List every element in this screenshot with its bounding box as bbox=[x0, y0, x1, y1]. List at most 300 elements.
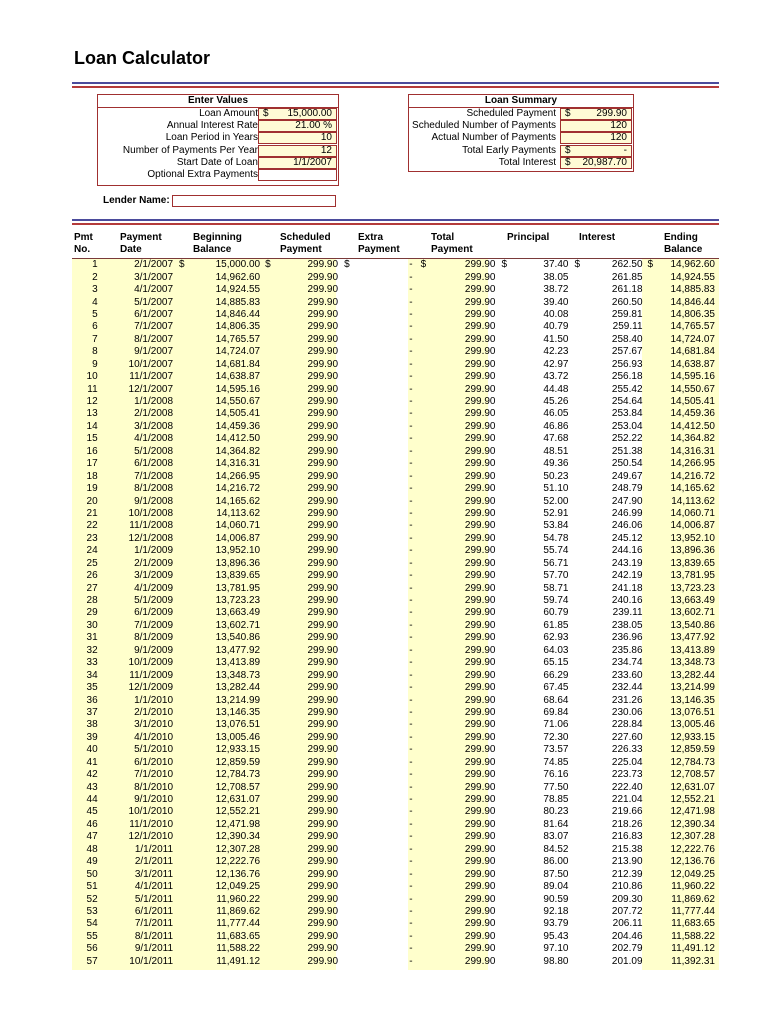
cell-value: 299.90 bbox=[307, 856, 339, 868]
cell-value: 243.19 bbox=[611, 557, 643, 569]
cell-value: 1/1/2008 bbox=[134, 396, 174, 408]
cell-value: 89.04 bbox=[543, 881, 569, 893]
table-cell bbox=[419, 906, 500, 918]
table-cell bbox=[72, 421, 102, 433]
table-row bbox=[72, 446, 719, 458]
cell-value: - bbox=[409, 259, 413, 271]
cell-value: 252.22 bbox=[611, 433, 643, 445]
table-cell bbox=[177, 682, 263, 694]
table-cell bbox=[72, 570, 102, 582]
cell-value: 299.90 bbox=[307, 831, 339, 843]
table-cell bbox=[263, 757, 342, 769]
cell-value: 212.39 bbox=[611, 868, 643, 880]
cell-value: 51 bbox=[86, 881, 98, 893]
cell-value: 13,952.10 bbox=[215, 545, 261, 557]
cell-value: 2/1/2007 bbox=[134, 259, 174, 271]
cell-value: 299.90 bbox=[464, 420, 496, 432]
table-cell bbox=[263, 334, 342, 346]
table-cell bbox=[499, 757, 572, 769]
cell-value: 13,781.95 bbox=[215, 582, 261, 594]
table-cell bbox=[499, 346, 572, 358]
cell-value: 299.90 bbox=[307, 296, 339, 308]
cell-value: 38 bbox=[86, 719, 98, 731]
table-cell bbox=[572, 421, 645, 433]
table-cell bbox=[177, 296, 263, 308]
column-header-line: Scheduled bbox=[280, 232, 331, 243]
table-cell bbox=[72, 508, 102, 520]
cell-value: 12,049.25 bbox=[215, 881, 261, 893]
enter-values-input[interactable] bbox=[258, 145, 337, 157]
column-header bbox=[664, 232, 702, 256]
table-cell bbox=[419, 893, 500, 905]
table-cell bbox=[572, 309, 645, 321]
table-cell bbox=[263, 259, 342, 271]
table-cell bbox=[646, 856, 719, 868]
table-cell bbox=[263, 781, 342, 793]
cell-value: 299.90 bbox=[464, 781, 496, 793]
table-row bbox=[72, 334, 719, 346]
table-cell bbox=[102, 309, 177, 321]
table-cell bbox=[342, 408, 419, 420]
cell-value: 299.90 bbox=[307, 396, 339, 408]
cell-value: 209.30 bbox=[611, 893, 643, 905]
cell-value: 11,777.44 bbox=[671, 905, 715, 917]
cell-value: 11,869.62 bbox=[216, 905, 261, 917]
cell-value: - bbox=[409, 868, 413, 880]
cell-value: 207.72 bbox=[611, 905, 643, 917]
cell-value: 12,784.73 bbox=[215, 769, 261, 781]
cell-value: 299.90 bbox=[464, 943, 496, 955]
table-cell bbox=[572, 371, 645, 383]
table-cell bbox=[102, 682, 177, 694]
cell-value: 299.90 bbox=[464, 346, 496, 358]
cell-value: 41.50 bbox=[543, 333, 569, 345]
cell-value: 76.16 bbox=[543, 769, 569, 781]
enter-values-row bbox=[98, 157, 338, 169]
table-cell bbox=[342, 819, 419, 831]
column-header bbox=[579, 232, 615, 244]
divider bbox=[72, 82, 719, 84]
table-cell bbox=[419, 433, 500, 445]
cell-value: 3/1/2011 bbox=[134, 868, 174, 880]
table-cell bbox=[572, 495, 645, 507]
table-cell bbox=[499, 744, 572, 756]
table-cell bbox=[102, 421, 177, 433]
cell-value: - bbox=[409, 458, 413, 470]
enter-values-input[interactable] bbox=[258, 157, 337, 169]
cell-value: 71.06 bbox=[543, 719, 569, 731]
table-cell bbox=[177, 433, 263, 445]
cell-value: 299.90 bbox=[307, 284, 339, 296]
cell-value: 24 bbox=[86, 545, 98, 557]
cell-value: 97.10 bbox=[543, 943, 569, 955]
column-header-line: Payment bbox=[431, 244, 473, 255]
cell-value: 8/1/2007 bbox=[134, 333, 174, 345]
table-cell bbox=[342, 296, 419, 308]
cell-value: 14,885.83 bbox=[670, 284, 715, 296]
table-cell bbox=[419, 694, 500, 706]
cell-value: - bbox=[409, 520, 413, 532]
cell-value: 1/1/2011 bbox=[134, 843, 174, 855]
cell-value: - bbox=[409, 445, 413, 457]
cell-value: 14,962.60 bbox=[215, 271, 261, 283]
table-cell bbox=[419, 669, 500, 681]
cell-value: 13,146.35 bbox=[215, 706, 261, 718]
table-cell bbox=[572, 906, 645, 918]
table-cell bbox=[419, 806, 500, 818]
column-header bbox=[74, 232, 93, 256]
cell-value: 299.90 bbox=[464, 595, 496, 607]
table-cell bbox=[572, 732, 645, 744]
table-cell bbox=[342, 806, 419, 818]
cell-value: 13,282.44 bbox=[215, 682, 261, 694]
table-cell bbox=[499, 271, 572, 283]
cell-value: - bbox=[409, 644, 413, 656]
cell-value: 4/1/2010 bbox=[134, 731, 174, 743]
cell-value: 13,896.36 bbox=[670, 545, 715, 557]
table-cell bbox=[572, 657, 645, 669]
table-cell bbox=[342, 669, 419, 681]
cell-value: 87.50 bbox=[543, 868, 569, 880]
table-cell bbox=[499, 682, 572, 694]
table-row bbox=[72, 433, 719, 445]
table-cell bbox=[419, 259, 500, 271]
table-cell bbox=[177, 458, 263, 470]
column-header-line: Beginning bbox=[193, 232, 242, 243]
table-cell bbox=[572, 570, 645, 582]
table-cell bbox=[177, 893, 263, 905]
table-cell bbox=[177, 669, 263, 681]
cell-value: 59.74 bbox=[543, 595, 569, 607]
table-cell bbox=[419, 918, 500, 930]
table-cell bbox=[499, 694, 572, 706]
cell-value: 58.71 bbox=[543, 582, 569, 594]
column-header-line: Ending bbox=[664, 232, 698, 243]
table-cell bbox=[263, 868, 342, 880]
cell-value: - bbox=[409, 545, 413, 557]
table-cell bbox=[342, 570, 419, 582]
column-header bbox=[358, 232, 400, 256]
table-cell bbox=[342, 956, 419, 968]
cell-value: 48 bbox=[86, 843, 98, 855]
enter-values-input[interactable] bbox=[258, 169, 337, 181]
table-cell bbox=[72, 757, 102, 769]
cell-value: 14,113.62 bbox=[216, 507, 261, 519]
table-cell bbox=[646, 931, 719, 943]
table-cell bbox=[177, 359, 263, 371]
cell-value: 32 bbox=[86, 644, 98, 656]
table-cell bbox=[499, 495, 572, 507]
table-cell bbox=[646, 893, 719, 905]
loan-summary-label: Scheduled Number of Payments bbox=[412, 120, 556, 132]
table-cell bbox=[342, 707, 419, 719]
enter-values-input[interactable] bbox=[258, 120, 337, 132]
cell-value: 299.90 bbox=[307, 271, 339, 283]
table-cell bbox=[499, 296, 572, 308]
table-cell bbox=[342, 831, 419, 843]
table-cell bbox=[102, 931, 177, 943]
cell-value: 12,390.34 bbox=[670, 818, 715, 830]
currency-symbol: $ bbox=[565, 156, 571, 168]
cell-value: 204.46 bbox=[611, 930, 643, 942]
enter-values-label: Start Date of Loan bbox=[176, 156, 258, 168]
cell-value: 10 bbox=[86, 371, 98, 383]
table-cell bbox=[102, 396, 177, 408]
cell-value: 299.90 bbox=[464, 470, 496, 482]
table-cell bbox=[419, 508, 500, 520]
cell-value: 299.90 bbox=[307, 731, 339, 743]
table-row bbox=[72, 582, 719, 594]
cell-value: 299.90 bbox=[307, 930, 339, 942]
cell-value: 17 bbox=[86, 458, 98, 470]
cell-value: 46.86 bbox=[543, 420, 569, 432]
cell-value: 14,846.44 bbox=[670, 296, 715, 308]
cell-value: - bbox=[409, 694, 413, 706]
table-cell bbox=[72, 719, 102, 731]
cell-value: 14,060.71 bbox=[215, 520, 261, 532]
cell-value: 66.29 bbox=[543, 669, 569, 681]
cell-value: 53 bbox=[86, 905, 98, 917]
table-cell bbox=[572, 806, 645, 818]
cell-value: 299.90 bbox=[464, 619, 496, 631]
cell-value: 11 bbox=[87, 383, 98, 395]
table-cell bbox=[646, 918, 719, 930]
cell-value: 7/1/2011 bbox=[134, 918, 174, 930]
table-cell bbox=[646, 682, 719, 694]
cell-value: 299.90 bbox=[464, 930, 496, 942]
table-cell bbox=[499, 520, 572, 532]
cell-value: 9/1/2008 bbox=[134, 495, 174, 507]
table-cell bbox=[419, 595, 500, 607]
cell-value: 210.86 bbox=[611, 881, 643, 893]
table-cell bbox=[499, 533, 572, 545]
page-title: Loan Calculator bbox=[74, 48, 211, 68]
divider bbox=[72, 219, 719, 221]
cell-value: 249.67 bbox=[611, 470, 643, 482]
table-cell bbox=[499, 284, 572, 296]
table-cell bbox=[499, 906, 572, 918]
table-cell bbox=[102, 558, 177, 570]
table-cell bbox=[419, 831, 500, 843]
cell-value: 299.90 bbox=[307, 595, 339, 607]
table-cell bbox=[263, 806, 342, 818]
table-cell bbox=[646, 757, 719, 769]
table-cell bbox=[72, 582, 102, 594]
table-cell bbox=[102, 881, 177, 893]
enter-values-label: Optional Extra Payments bbox=[147, 168, 258, 180]
table-cell bbox=[102, 794, 177, 806]
cell-value: 201.09 bbox=[611, 955, 643, 967]
cell-value: 255.42 bbox=[611, 383, 643, 395]
cell-value: 299.90 bbox=[307, 818, 339, 830]
table-cell bbox=[102, 545, 177, 557]
cell-value: 43.72 bbox=[543, 371, 569, 383]
table-cell bbox=[646, 558, 719, 570]
table-cell bbox=[177, 483, 263, 495]
table-cell bbox=[342, 483, 419, 495]
cell-value: 13,348.73 bbox=[215, 669, 261, 681]
lender-name-input[interactable] bbox=[172, 195, 336, 207]
table-cell bbox=[342, 595, 419, 607]
table-cell bbox=[419, 284, 500, 296]
table-cell bbox=[72, 458, 102, 470]
table-cell bbox=[102, 893, 177, 905]
cell-value: 14,364.82 bbox=[670, 433, 715, 445]
cell-value: 3/1/2009 bbox=[134, 570, 174, 582]
table-cell bbox=[102, 819, 177, 831]
column-header-line: Payment bbox=[120, 232, 162, 243]
cell-value: 38.05 bbox=[543, 271, 569, 283]
table-cell bbox=[72, 707, 102, 719]
table-cell bbox=[419, 570, 500, 582]
table-cell bbox=[72, 309, 102, 321]
cell-value: 6/1/2010 bbox=[134, 756, 174, 768]
table-cell bbox=[572, 359, 645, 371]
table-cell bbox=[646, 359, 719, 371]
cell-value: 299.90 bbox=[307, 346, 339, 358]
cell-value: 6/1/2007 bbox=[134, 308, 174, 320]
cell-value: 13,602.71 bbox=[670, 607, 715, 619]
cell-value: 3/1/2010 bbox=[134, 719, 174, 731]
table-cell bbox=[499, 794, 572, 806]
cell-value: 250.54 bbox=[611, 458, 643, 470]
cell-value: 12,222.76 bbox=[215, 856, 261, 868]
table-cell bbox=[263, 495, 342, 507]
cell-value: 12 bbox=[86, 396, 98, 408]
table-cell bbox=[342, 271, 419, 283]
column-header-line: Total bbox=[431, 232, 455, 243]
table-cell bbox=[499, 371, 572, 383]
cell-value: 299.90 bbox=[464, 682, 496, 694]
table-cell bbox=[342, 893, 419, 905]
cell-value: 42.97 bbox=[543, 358, 569, 370]
enter-values-input[interactable] bbox=[258, 108, 337, 120]
cell-value: 2/1/2009 bbox=[134, 557, 174, 569]
table-cell bbox=[72, 495, 102, 507]
table-cell bbox=[419, 346, 500, 358]
table-row bbox=[72, 607, 719, 619]
cell-value: 4/1/2009 bbox=[134, 582, 174, 594]
table-cell bbox=[342, 620, 419, 632]
table-cell bbox=[419, 781, 500, 793]
table-cell bbox=[419, 483, 500, 495]
cell-value: 8/1/2011 bbox=[134, 930, 174, 942]
cell-value: 14,595.16 bbox=[670, 371, 715, 383]
table-cell bbox=[499, 732, 572, 744]
cell-value: - bbox=[409, 333, 413, 345]
cell-value: 299.90 bbox=[464, 308, 496, 320]
table-row bbox=[72, 495, 719, 507]
table-cell bbox=[102, 868, 177, 880]
cell-value: 256.18 bbox=[611, 371, 643, 383]
table-cell bbox=[342, 520, 419, 532]
table-cell bbox=[646, 844, 719, 856]
table-cell bbox=[572, 931, 645, 943]
cell-value: - bbox=[409, 818, 413, 830]
cell-value: 4 bbox=[92, 296, 98, 308]
cell-value: 299.90 bbox=[464, 731, 496, 743]
table-cell bbox=[499, 321, 572, 333]
cell-value: 14,316.31 bbox=[215, 458, 261, 470]
cell-value: 299.90 bbox=[307, 769, 339, 781]
table-cell bbox=[72, 607, 102, 619]
table-cell bbox=[646, 495, 719, 507]
table-cell bbox=[572, 271, 645, 283]
cell-value: 11,588.22 bbox=[216, 943, 261, 955]
cell-value: 13,723.23 bbox=[670, 582, 715, 594]
table-cell bbox=[72, 321, 102, 333]
table-cell bbox=[342, 470, 419, 482]
cell-value: 299.90 bbox=[307, 433, 339, 445]
cell-value: 12,631.07 bbox=[215, 794, 261, 806]
cell-value: 14,638.87 bbox=[670, 358, 715, 370]
table-cell bbox=[419, 868, 500, 880]
table-cell bbox=[102, 943, 177, 955]
table-cell bbox=[342, 682, 419, 694]
enter-values-label: Number of Payments Per Year bbox=[122, 144, 258, 156]
table-cell bbox=[102, 769, 177, 781]
loan-summary-value-cell bbox=[560, 157, 632, 169]
cell-value: 299.90 bbox=[464, 396, 496, 408]
table-cell bbox=[419, 334, 500, 346]
table-cell bbox=[263, 719, 342, 731]
cell-value: 221.04 bbox=[611, 794, 643, 806]
cell-value: 10/1/2008 bbox=[128, 507, 174, 519]
table-cell bbox=[72, 819, 102, 831]
cell-value: 299.90 bbox=[307, 868, 339, 880]
cell-value: 13,477.92 bbox=[215, 644, 261, 656]
table-cell bbox=[499, 844, 572, 856]
loan-summary-row bbox=[409, 120, 633, 132]
cell-value: 77.50 bbox=[543, 781, 569, 793]
table-cell bbox=[342, 582, 419, 594]
cell-value: 299.90 bbox=[464, 532, 496, 544]
cell-value: 14,216.72 bbox=[670, 470, 715, 482]
enter-values-input[interactable] bbox=[258, 132, 337, 144]
table-cell bbox=[342, 781, 419, 793]
cell-value: 260.50 bbox=[611, 296, 643, 308]
column-header-line: Interest bbox=[579, 232, 616, 243]
table-cell bbox=[102, 433, 177, 445]
cell-value: 299.90 bbox=[307, 420, 339, 432]
cell-value: - bbox=[409, 483, 413, 495]
cell-value: 299.90 bbox=[307, 545, 339, 557]
cell-value: 12,933.15 bbox=[670, 731, 715, 743]
cell-value: 13,663.49 bbox=[215, 607, 261, 619]
table-cell bbox=[72, 781, 102, 793]
loan-summary-value: - bbox=[623, 144, 627, 156]
currency-symbol: $ bbox=[574, 259, 581, 271]
cell-value: 73.57 bbox=[543, 744, 569, 756]
cell-value: 13,076.51 bbox=[215, 719, 261, 731]
table-cell bbox=[646, 794, 719, 806]
table-cell bbox=[572, 645, 645, 657]
table-cell bbox=[102, 595, 177, 607]
table-cell bbox=[419, 744, 500, 756]
table-cell bbox=[419, 881, 500, 893]
table-cell bbox=[72, 931, 102, 943]
table-cell bbox=[646, 831, 719, 843]
table-cell bbox=[646, 545, 719, 557]
table-cell bbox=[646, 806, 719, 818]
cell-value: 14,505.41 bbox=[215, 408, 261, 420]
table-cell bbox=[102, 657, 177, 669]
cell-value: 90.59 bbox=[543, 893, 569, 905]
loan-summary-value: 120 bbox=[610, 120, 627, 132]
table-cell bbox=[72, 844, 102, 856]
table-cell bbox=[102, 620, 177, 632]
table-cell bbox=[177, 707, 263, 719]
